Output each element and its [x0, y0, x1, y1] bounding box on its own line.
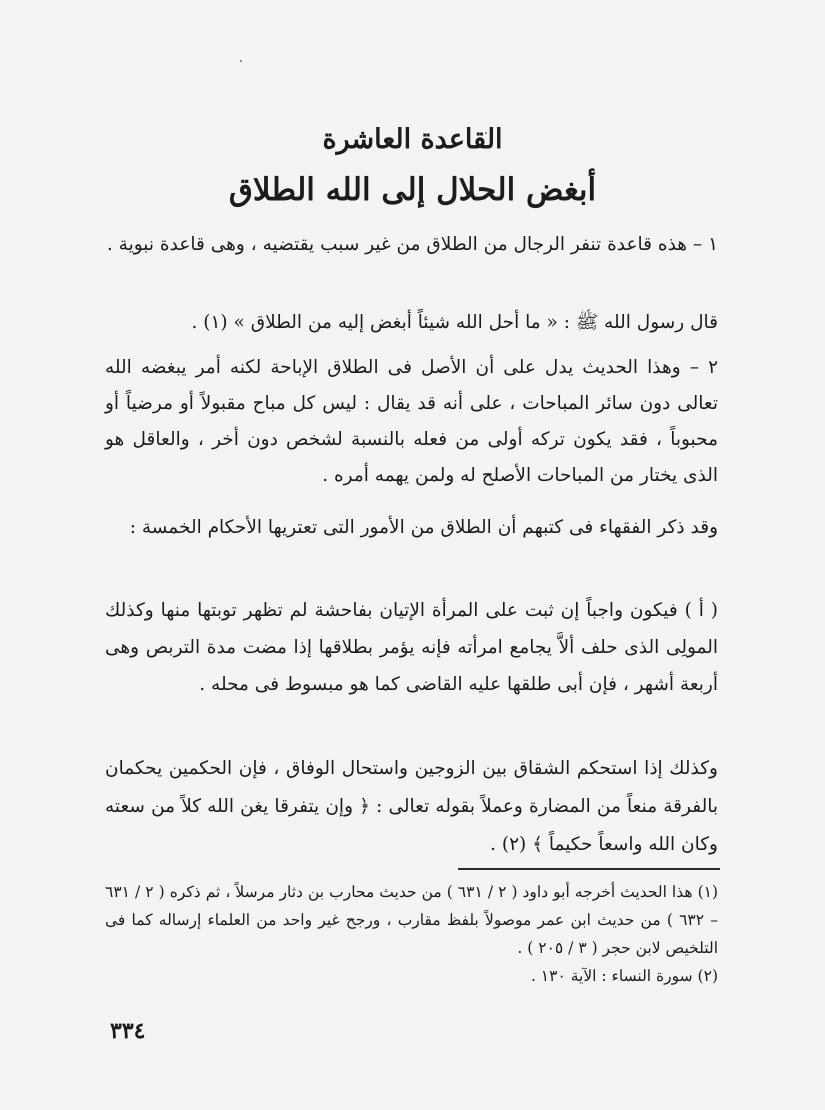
paragraph-text: وكذلك إذا استحكم الشقاق بين الزوجين واستحال الوفاق ، فإن الحكمين يحكمان بالفرقة منعاً من المضارة وعملاً بقوله تعالى : ﴿ وإن يتفرقا يغن الله كلاً من سعته وكان الله واسعاً حكيماً ﴾ (٢) .: [105, 758, 718, 855]
paragraph-text: ( أ ) فيكون واجباً إن ثبت على المرأة الإتيان بفاحشة لم تظهر توبتها منها وكذلك المولِى الذى حلف ألاَّ يجامع امرأته فإنه يؤمر بطلاقها إذا مضت مدة التربص وهى أربعة أشهر ، فإن أبى طلقها عليه القاضى كما هو مبسوط فى محله .: [105, 600, 718, 695]
chapter-subtitle: أبغض الحلال إلى الله الطلاق: [228, 172, 597, 208]
paragraph: [105, 228, 718, 261]
scan-speck: [240, 60, 242, 62]
paragraph: [105, 592, 718, 703]
paragraph-text: ١ – هذه قاعدة تنفر الرجال من الطلاق من غير سبب يقتضيه ، وهى قاعدة نبوية .: [106, 234, 718, 255]
paragraph: [105, 350, 718, 494]
paragraph: [105, 750, 718, 864]
paragraph-text: وقد ذكر الفقهاء فى كتبهم أن الطلاق من الأمور التى تعتريها الأحكام الخمسة :: [129, 517, 718, 538]
page-number: ٣٣٤: [110, 1018, 146, 1044]
footnote: (٢) سورة النساء : الآية ١٣٠ .: [530, 967, 718, 985]
footnotes: [105, 878, 718, 990]
chapter-title: القاعدة العاشرة: [322, 124, 503, 155]
paragraph: [105, 510, 718, 546]
footnote-divider: [458, 868, 720, 870]
paragraph: [105, 306, 718, 339]
paragraph-text: ٢ – وهذا الحديث يدل على أن الأصل فى الطلاق الإباحة لكنه أمر يبغضه الله تعالى دون سائر المباحات ، على أنه قد يقال : ليس كل مباح مقبولاً أو مرضياً أو محبوباً ، فقد يكون تركه أولى من فعله بالنسبة لشخص دون أخر ، والعاقل هو الذى يختار من المباحات الأصلح له ولمن يهمه أمره .: [105, 357, 718, 486]
footnote: (١) هذا الحديث أخرجه أبو داود ( ٢ / ٦٣١ ) من حديث محارب بن دثار مرسلاً ، ثم ذكره ( ٢ / ٦٣١ – ٦٣٢ ) من حديث ابن عمر موصولاً بلفظ مقارب ، ورجح غير واحد من العلماء إرساله كما فى التلخيص لابن حجر ( ٣ / ٢٠٥ ) .: [105, 883, 719, 957]
paragraph-text: قال رسول الله ﷺ : « ما أحل الله شيئاً أبغض إليه من الطلاق » (١) .: [191, 312, 718, 333]
